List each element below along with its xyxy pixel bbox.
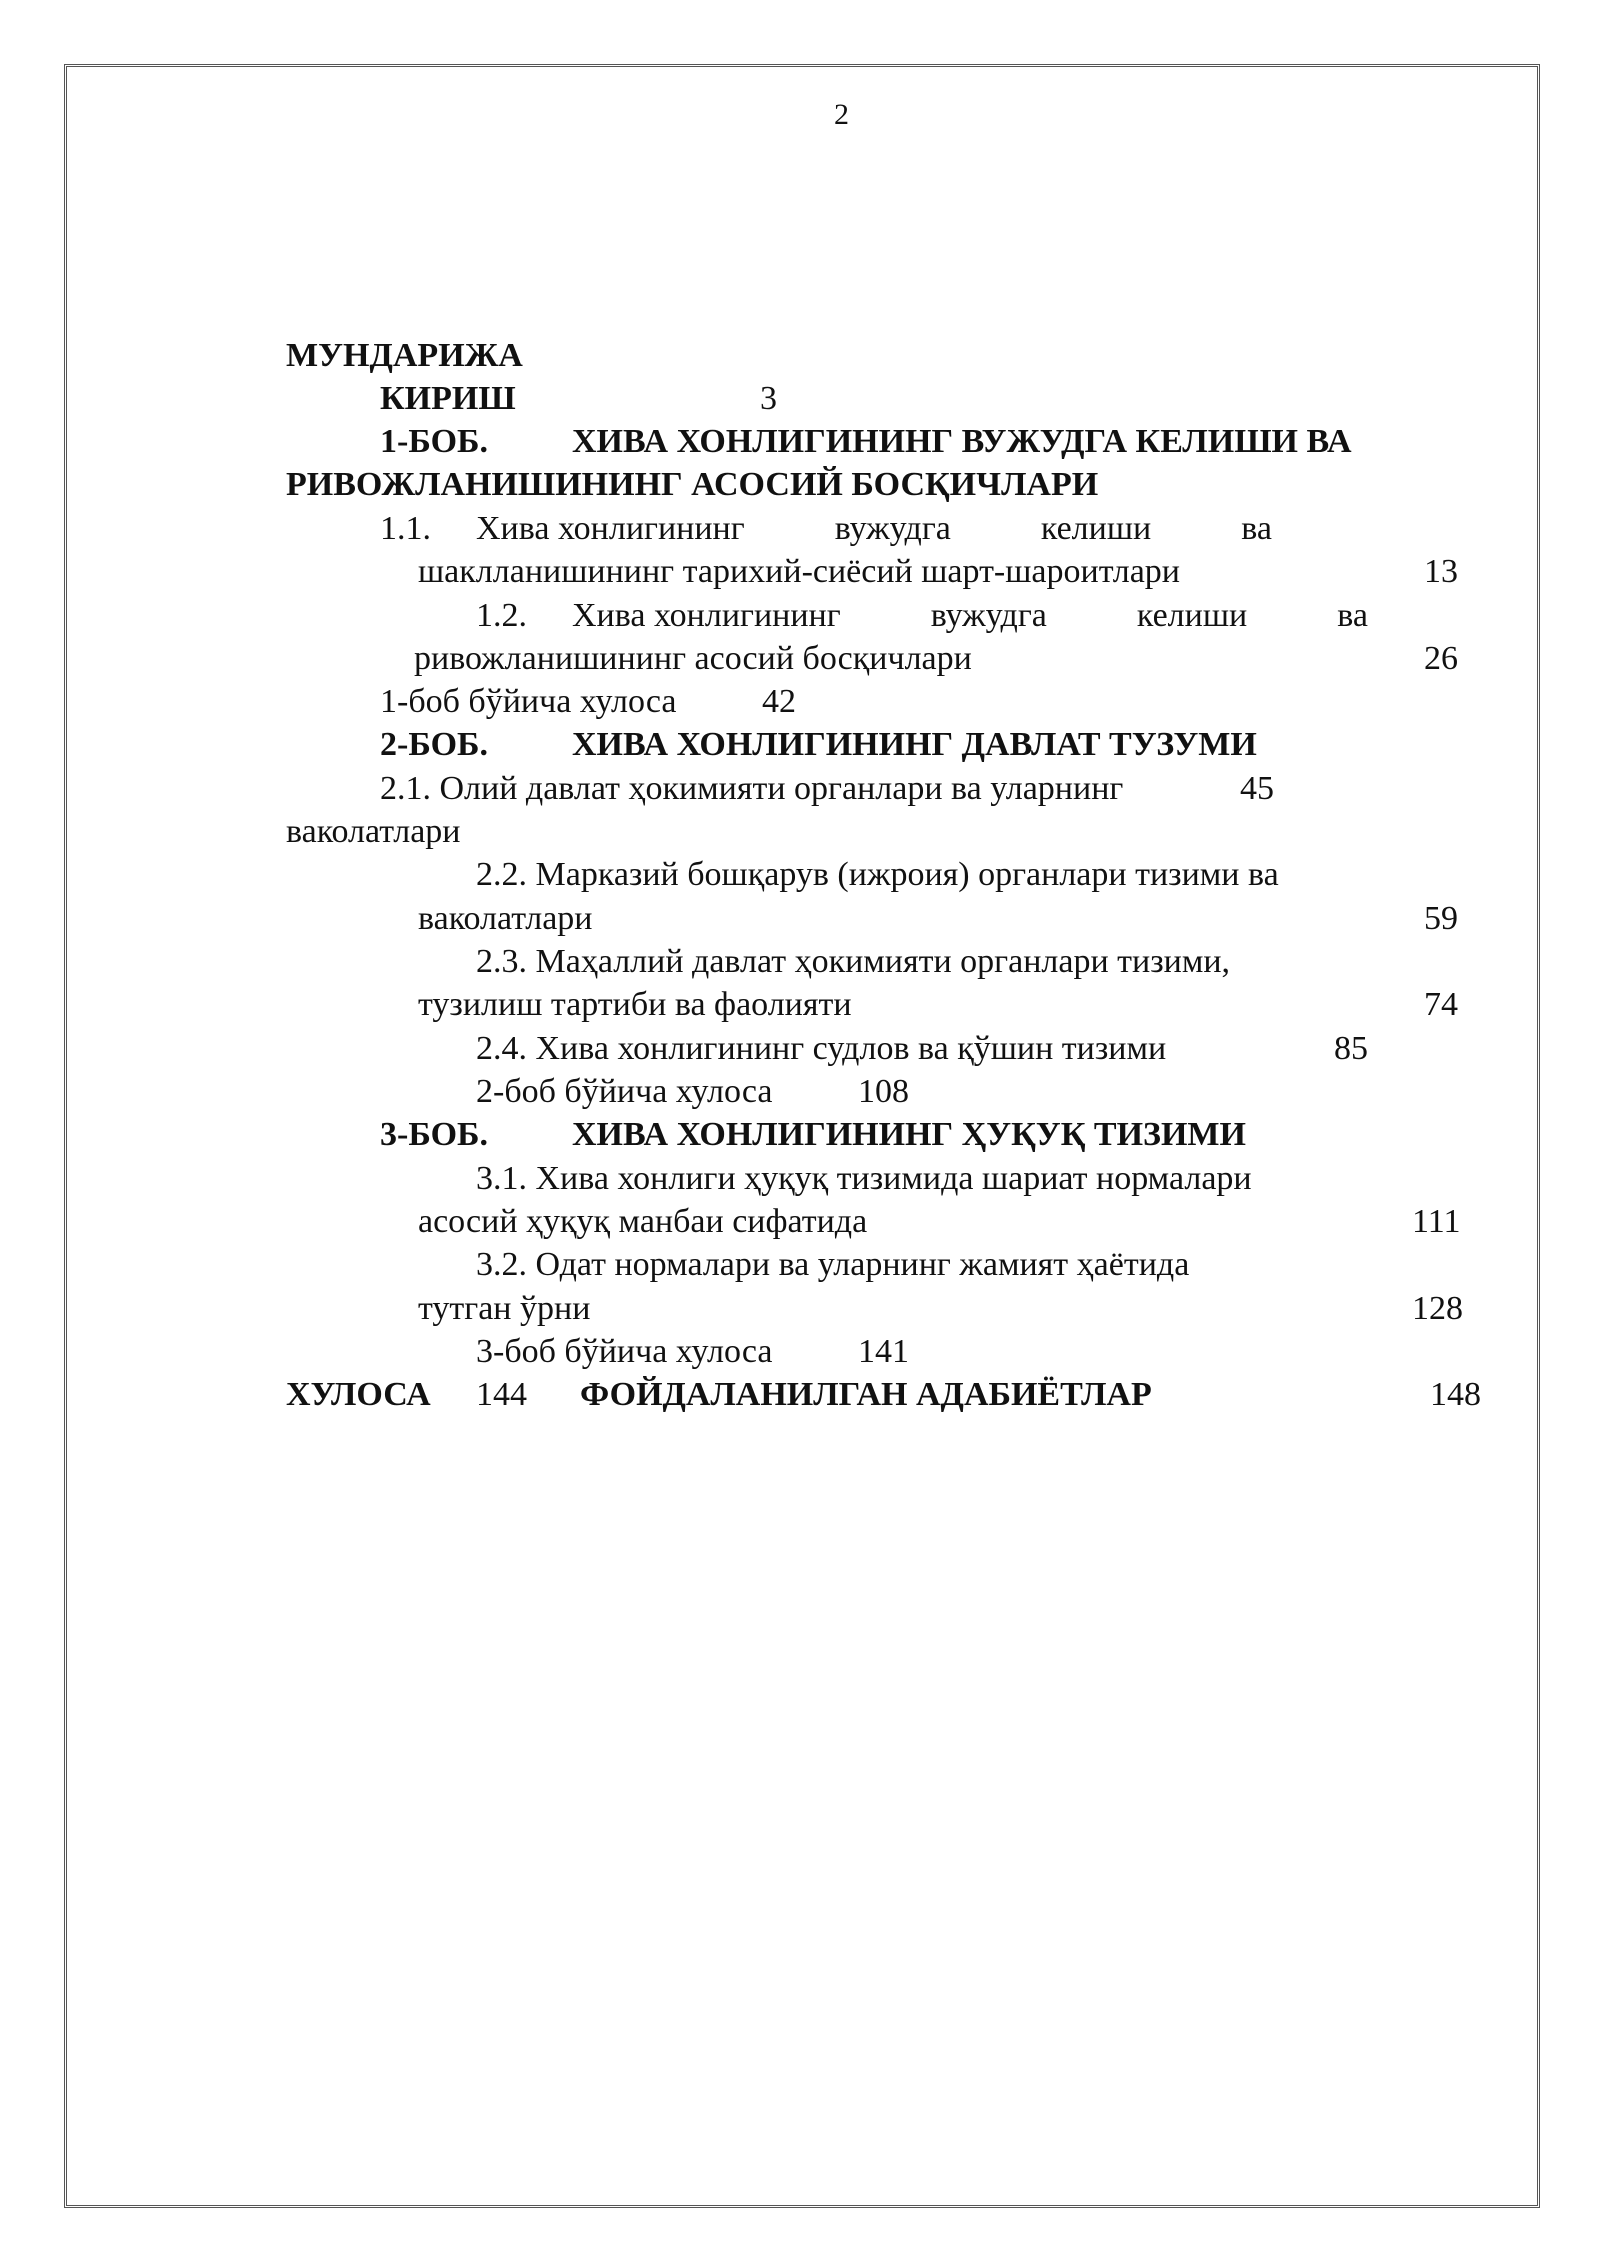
ch1-s2-num: 1.2. [476,597,527,634]
ch1-summary-page: 42 [762,683,796,720]
ch3-s1-line2: асосий ҳуқуқ манбаи сифатида [418,1203,868,1240]
ch2-s1-line1: 2.1. Олий давлат ҳокимияти органлари ва уларнинг [380,770,1124,807]
toc-title: МУНДАРИЖА [286,337,523,374]
ch1-s1-num: 1.1. [380,510,431,547]
ch1-s1-word4: ва [1241,510,1272,547]
ch1-s1-word2: вужудга [834,510,951,547]
ch2-s1-line2: ваколатлари [286,813,461,850]
ch1-s2-word1: Хива хонлигининг [572,597,841,634]
ch2-s4-page: 85 [1334,1030,1368,1067]
ch2-summary-label: 2-боб бўйича хулоса [476,1073,773,1110]
ch1-summary-label: 1-боб бўйича хулоса [380,683,677,720]
ch1-s2-line1 [572,594,1368,638]
ch3-title: ХИВА ХОНЛИГИНИНГ ҲУҚУҚ ТИЗИМИ [572,1116,1246,1153]
ch3-s2-page: 128 [1412,1290,1463,1327]
toc-intro-page: 3 [760,380,777,417]
toc-intro-label: КИРИШ [380,380,516,417]
ch1-title-line2: РИВОЖЛАНИШИНИНГ АСОСИЙ БОСҚИЧЛАРИ [286,466,1099,503]
ch2-s3-page: 74 [1424,986,1458,1023]
ch1-s1-word3: келиши [1040,510,1152,547]
ch1-s1-line1 [476,507,1272,551]
ch1-s1-word1: Хива хонлигининг [476,510,745,547]
ch2-s2-line1: 2.2. Марказий бошқарув (ижроия) органлари тизими ва [476,856,1279,893]
ch1-s2-line2: ривожланишининг асосий босқичлари [414,640,972,677]
ch3-summary-label: 3-боб бўйича хулоса [476,1333,773,1370]
ch1-title-line1: ХИВА ХОНЛИГИНИНГ ВУЖУДГА КЕЛИШИ ВА [572,423,1352,460]
ch2-title: ХИВА ХОНЛИГИНИНГ ДАВЛАТ ТУЗУМИ [572,726,1257,763]
ch3-s1-line1: 3.1. Хива хонлиги ҳуқуқ тизимида шариат нормалари [476,1160,1252,1197]
ch2-label: 2-БОБ. [380,726,488,763]
references-page: 148 [1430,1376,1481,1413]
ch3-s1-page: 111 [1412,1203,1461,1240]
ch1-label: 1-БОБ. [380,423,488,460]
ch1-s1-page: 13 [1424,553,1458,590]
ch1-s2-word4: ва [1337,597,1368,634]
conclusion-label: ХУЛОСА [286,1376,431,1413]
page-number: 2 [834,98,849,131]
ch2-s4-line1: 2.4. Хива хонлигининг судлов ва қўшин тизими [476,1030,1167,1067]
references-label: ФОЙДАЛАНИЛГАН АДАБИЁТЛАР [580,1376,1152,1413]
ch1-s1-line2: шаклланишининг тарихий-сиёсий шарт-шароитлари [418,553,1180,590]
ch1-s2-word2: вужудга [930,597,1047,634]
ch2-s2-page: 59 [1424,900,1458,937]
ch3-s2-line2: тутган ўрни [418,1290,591,1327]
ch2-s2-line2: ваколатлари [418,900,593,937]
ch3-summary-page: 141 [858,1333,909,1370]
ch2-s3-line2: тузилиш тартиби ва фаолияти [418,986,852,1023]
ch2-s3-line1: 2.3. Маҳаллий давлат ҳокимияти органлари тизими, [476,943,1231,980]
ch1-s2-page: 26 [1424,640,1458,677]
ch2-s1-page: 45 [1240,770,1274,807]
ch3-s2-line1: 3.2. Одат нормалари ва уларнинг жамият ҳаётида [476,1246,1190,1283]
conclusion-page: 144 [476,1376,527,1413]
ch3-label: 3-БОБ. [380,1116,488,1153]
ch1-s2-word3: келиши [1136,597,1248,634]
ch2-summary-page: 108 [858,1073,909,1110]
